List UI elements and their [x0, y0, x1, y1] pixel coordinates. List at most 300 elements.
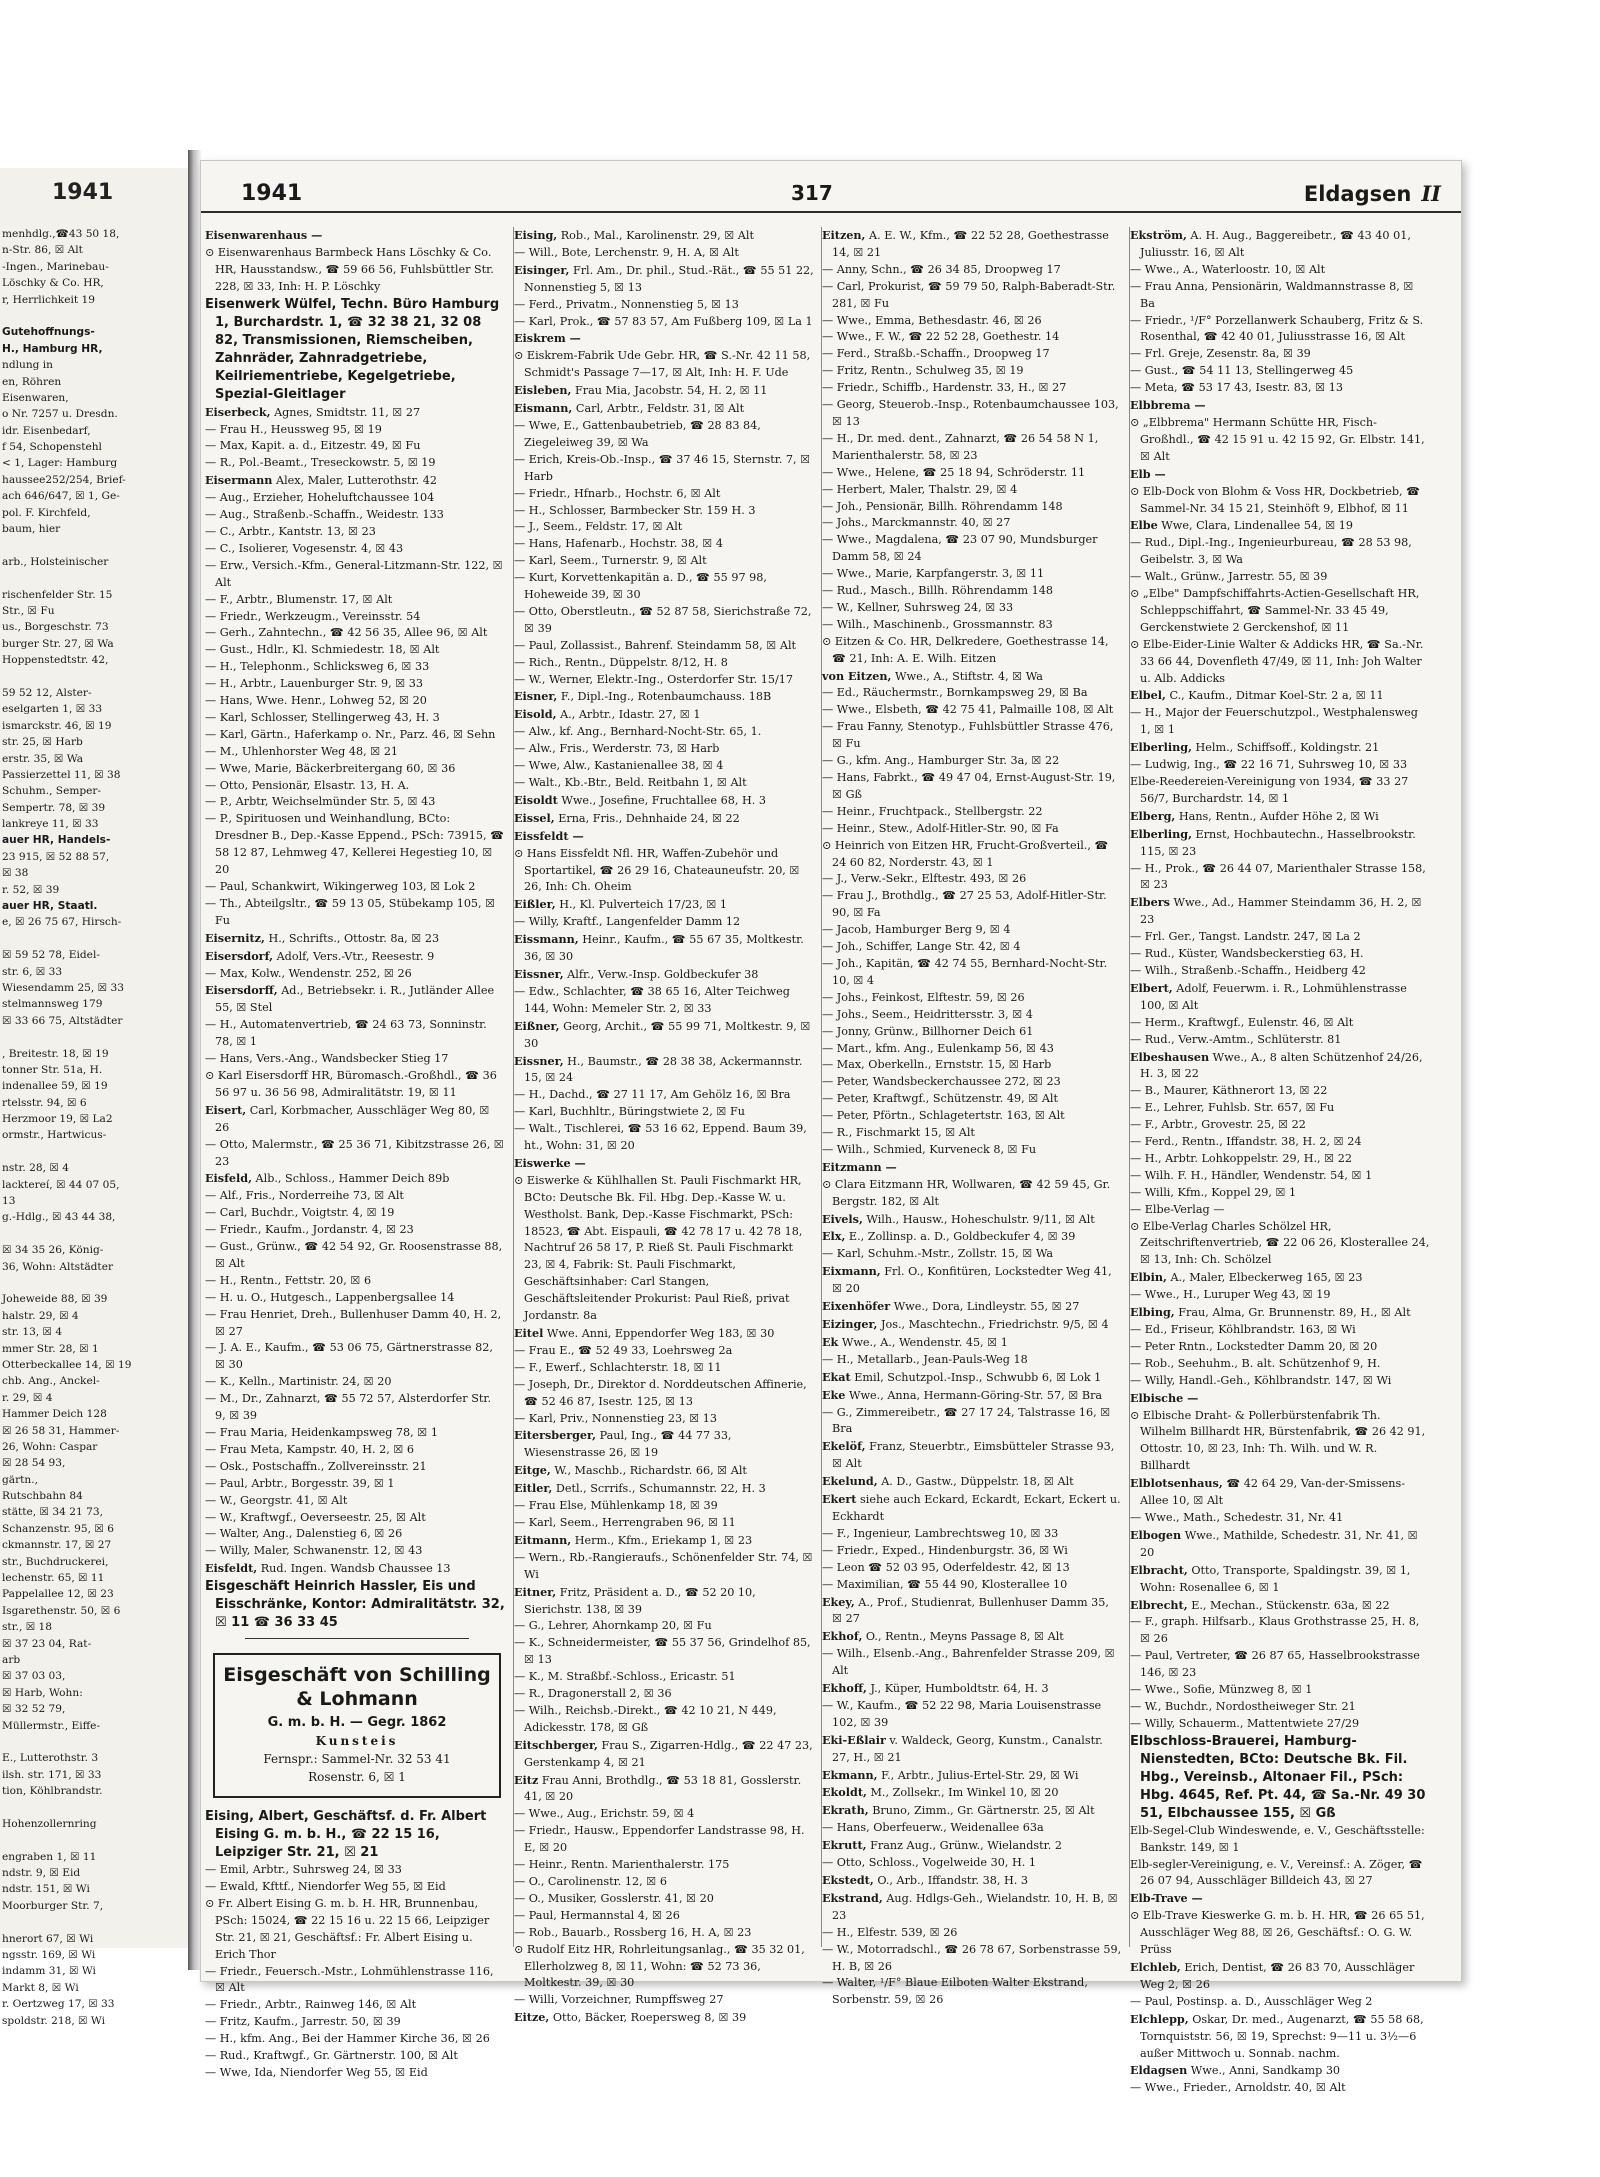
previous-page-line: auer HR, Handels- [2, 834, 111, 847]
directory-entry [205, 642, 509, 659]
previous-page-line: Pappelallee 12, ☒ 23 [2, 1588, 114, 1601]
entry-name: Elbbrema — [1130, 398, 1206, 413]
previous-page-line: ☒ 26 58 31, Hammer- [2, 1424, 120, 1437]
entry-name: Ekat [822, 1369, 851, 1384]
entry-details: — Friedr., Schiffb., Hardenstr. 33, H., ☒ 27 [822, 381, 1067, 395]
previous-page-line: pol. F. Kirchfeld, [2, 506, 91, 519]
directory-entry [514, 828, 818, 846]
entry-name: Eitersberger, [514, 1428, 597, 1443]
directory-entry [822, 1594, 1126, 1629]
directory-entry [514, 1618, 818, 1635]
directory-entry [822, 685, 1126, 702]
entry-details: — Karl, Gärtn., Haferkamp o. Nr., Parz. 46, ☒ Sehn [205, 727, 496, 741]
entry-details: — Wern., Rb.-Rangieraufs., Schönenfelder Str. 74, ☒ Wi [514, 1550, 813, 1581]
entry-details: — Gust., Hdlr., Kl. Schmiedestr. 18, ☒ Alt [205, 643, 440, 657]
directory-entry [822, 515, 1126, 532]
directory-entry [205, 1442, 509, 1459]
entry-details: — Frl. Greje, Zesenstr. 8a, ☒ 39 [1130, 347, 1311, 361]
entry-details: — Karl, Schlosser, Stellingerweg 43, H. 3 [205, 710, 440, 724]
entry-details: — Otto, Pensionär, Elsastr. 13, H. A. [205, 778, 410, 792]
directory-page [200, 160, 1462, 2095]
previous-page-line: Eisenwaren, [2, 391, 69, 404]
directory-entry [205, 227, 509, 245]
entry-name: Eissmann, [514, 932, 579, 947]
directory-entry [822, 990, 1126, 1007]
directory-entry [514, 1325, 818, 1343]
directory-entry [822, 1732, 1126, 1767]
entry-name: Eitschberger, [514, 1737, 598, 1752]
ad-address: Rosenstr. 6, ☒ 1 [308, 1770, 406, 1785]
previous-page-line: indamm 31, ☒ Wi [2, 1965, 96, 1978]
directory-entry [822, 346, 1126, 363]
directory-entry [514, 604, 818, 638]
previous-page-line: ismarckstr. 46, ☒ 19 [2, 719, 112, 732]
directory-entry [822, 888, 1126, 922]
directory-entry [1130, 484, 1434, 518]
entry-details: Wwe., Dora, Lindleystr. 55, ☒ 27 [893, 1300, 1080, 1314]
directory-entry [1130, 774, 1434, 808]
previous-page-line: arb., Holsteinischer [2, 555, 109, 568]
entry-details: — F., Arbtr., Blumenstr. 17, ☒ Alt [205, 592, 393, 606]
entry-details: — Wwe., Marie, Karpfangerstr. 3, ☒ 11 [822, 567, 1045, 581]
entry-details: — Friedr., Exped., Hindenburgstr. 36, ☒ Wi [822, 1543, 1068, 1557]
directory-entry [514, 706, 818, 724]
directory-entry [822, 617, 1126, 634]
directory-entry [514, 1874, 818, 1891]
directory-entry [1130, 1304, 1434, 1322]
previous-page-line: lechenstr. 65, ☒ 11 [2, 1572, 105, 1585]
directory-column-2 [513, 227, 818, 2025]
entry-details: ⊙ Eitzen & Co. HR, Delkredere, Goethestrasse 14, ☎ 21, Inh: A. E. Wilh. Eitzen [822, 634, 1109, 665]
entry-details: — Will., Bote, Lerchenstr. 9, H. A, ☒ Alt [514, 245, 739, 259]
entry-details: — H., Major der Feuerschutzpol., Westphalensweg 1, ☒ 1 [1130, 706, 1418, 737]
entry-details: Frl. Am., Dr. phil., Stud.-Rät., ☎ 55 51 22, Nonnenstieg 5, ☒ 13 [524, 263, 814, 294]
directory-entry [1130, 586, 1434, 637]
entry-details: Otto, Bäcker, Roepersweg 8, ☒ 39 [552, 2011, 747, 2025]
previous-page-line [2, 1832, 186, 1848]
entry-details: Franz Aug., Grünw., Wielandstr. 2 [870, 1839, 1062, 1853]
entry-details: — M., Dr., Zahnarzt, ☎ 55 72 57, Alsterdorfer Str. 9, ☒ 39 [205, 1392, 492, 1423]
previous-page-line: ☒ 37 03 03, [2, 1670, 66, 1683]
entry-details: — H. u. O., Hutgesch., Lappenbergsallee 14 [205, 1290, 455, 1304]
entry-details: — W., Buchdr., Nordostheiweger Str. 21 [1130, 1699, 1356, 1713]
directory-entry [822, 431, 1126, 465]
previous-page-line: rischenfelder Str. 15 [2, 588, 113, 601]
entry-name: Eisgeschäft Heinrich Hassler, [205, 1579, 418, 1595]
previous-page-line: ☒ 38 [2, 867, 29, 880]
previous-page-line [2, 1226, 186, 1242]
entry-details: — H., kfm. Ang., Bei der Hammer Kirche 36, ☒ 26 [205, 2032, 490, 2046]
entry-details: — Rud., Kraftwgf., Gr. Gärtnerstr. 100, ☒ Alt [205, 2049, 458, 2063]
entry-name: Ekelund, [822, 1474, 878, 1489]
entry-details: — F., Ewerf., Schlachterstr. 18, ☒ 11 [514, 1360, 722, 1374]
directory-entry [514, 966, 818, 984]
directory-entry [822, 329, 1126, 346]
directory-entry [1130, 1015, 1434, 1032]
directory-entry [514, 638, 818, 655]
directory-entry [205, 948, 509, 966]
entry-name: Elblotsenhaus, [1130, 1476, 1223, 1491]
directory-entry [1130, 1356, 1434, 1373]
previous-page-line: Sempertr. 78, ☒ 39 [2, 801, 106, 814]
entry-details: — J., Seem., Feldstr. 17, ☒ Alt [514, 520, 683, 534]
entry-details: — Aug., Straßenb.-Schaffn., Weidestr. 133 [205, 508, 444, 522]
entry-details: — Joh., Pensionär, Billh. Röhrendamm 148 [822, 499, 1063, 513]
entry-details: — Carl, Prokurist, ☎ 59 79 50, Ralph-Baberadt-Str. 281, ☒ Fu [822, 279, 1116, 310]
previous-page-line [2, 1914, 186, 1930]
entry-details: — Alw., Fris., Werderstr. 73, ☒ Harb [514, 742, 720, 756]
entry-details: — H., Arbtr. Lohkoppelstr. 29, H., ☒ 22 [1130, 1151, 1352, 1165]
directory-entry [514, 519, 818, 536]
entry-name: Eitner, [514, 1584, 557, 1599]
directory-entry [514, 931, 818, 966]
entry-details: — Peter, Pförtn., Schlagetertstr. 163, ☒ Alt [822, 1109, 1065, 1123]
directory-entry [822, 1872, 1126, 1890]
directory-entry [1130, 1648, 1434, 1682]
directory-entry [1130, 1168, 1434, 1185]
directory-entry [205, 727, 509, 744]
directory-entry [1130, 980, 1434, 1015]
previous-page-line: str. 6, ☒ 33 [2, 965, 63, 978]
directory-entry [1130, 687, 1434, 705]
directory-entry [1130, 1202, 1434, 1219]
entry-details: — F., Arbtr., Grovestr. 25, ☒ 22 [1130, 1118, 1306, 1132]
entry-details: — P., Arbtr, Weichselmünder Str. 5, ☒ 43 [205, 795, 436, 809]
directory-entry [1130, 363, 1434, 380]
previous-page-line: engraben 1, ☒ 11 [2, 1850, 97, 1863]
entry-details: Rob., Mal., Karolinenstr. 29, ☒ Alt [560, 229, 754, 242]
previous-page-line: indenallee 59, ☒ 19 [2, 1080, 108, 1093]
directory-entry [205, 1476, 509, 1493]
entry-details: — Wwe., Magdalena, ☎ 23 07 90, Mundsburger Damm 58, ☒ 24 [822, 533, 1098, 564]
entry-details: — Friedr., Arbtr., Rainweg 146, ☒ Alt [205, 1998, 417, 2012]
previous-page-line: ilsh. str. 171, ☒ 33 [2, 1768, 102, 1781]
directory-entry [822, 397, 1126, 431]
previous-page-line [2, 931, 186, 947]
entry-details: Otto, Transporte, Spaldingstr. 39, ☒ 1, Wohn: Rosenallee 6, ☒ 1 [1140, 1563, 1411, 1594]
entry-name: Elb-Trave — [1130, 1891, 1203, 1906]
entry-details: — Walt., Grünw., Jarrestr. 55, ☒ 39 [1130, 570, 1328, 584]
directory-entry [1130, 637, 1434, 688]
directory-entry [514, 503, 818, 520]
directory-entry [822, 227, 1126, 262]
directory-entry [205, 896, 509, 930]
directory-entry [205, 1425, 509, 1442]
previous-page-line: hnerort 67, ☒ Wi [2, 1932, 94, 1945]
previous-page-line: Müllermstr., Eiffe- [2, 1719, 101, 1732]
directory-entry [822, 1074, 1126, 1091]
previous-page-line: 36, Wohn: Altstädter [2, 1260, 114, 1273]
divider [245, 1638, 469, 1639]
previous-page-line: ☒ 28 54 93, [2, 1457, 66, 1470]
entry-details: Frau Mia, Jacobstr. 54, H. 2, ☒ 11 [574, 384, 768, 398]
directory-entry [1130, 1908, 1434, 1959]
directory-entry [822, 465, 1126, 482]
entry-name: Elberling, [1130, 740, 1192, 755]
directory-entry [822, 499, 1126, 516]
directory-entry [514, 775, 818, 792]
ad-title: Eisgeschäft von Schilling & Lohmann [223, 1664, 491, 1711]
directory-entry [514, 1104, 818, 1121]
directory-entry [205, 744, 509, 761]
directory-entry [514, 1377, 818, 1411]
entry-details: — Ed., Friseur, Köhlbrandstr. 163, ☒ Wi [1130, 1323, 1356, 1336]
previous-page-line: Löschky & Co. HR, [2, 277, 104, 290]
entry-details: — H., Schlosser, Barmbecker Str. 159 H. 3 [514, 503, 756, 517]
directory-entry [205, 404, 509, 422]
directory-entry [514, 1532, 818, 1550]
previous-page-line [2, 1275, 186, 1291]
entry-details: ⊙ Elbe-Eider-Linie Walter & Addicks HR, ☎ Sa.-Nr. 33 66 44, Dovenfleth 47/49, ☒ 11, Inh: Joh Walter u. Alb. Addicks [1130, 637, 1424, 685]
directory-entry [1130, 1733, 1434, 1823]
previous-page-line: 23 915, ☒ 52 88 57, [2, 850, 110, 863]
page-range-title [1304, 181, 1441, 206]
previous-page-line: halstr. 29, ☒ 4 [2, 1309, 79, 1322]
directory-entry [205, 1188, 509, 1205]
entry-details: — Ferd., Straßb.-Schaffn., Droopweg 17 [822, 347, 1050, 361]
directory-entry [1130, 2080, 1434, 2097]
directory-entry [514, 688, 818, 706]
directory-entry [205, 455, 509, 472]
previous-page-line: stätte, ☒ 34 21 73, [2, 1506, 103, 1519]
previous-page-line [2, 537, 186, 553]
entry-details: — Frau Henriet, Dreh., Bullenhuser Damm 40, H. 2, ☒ 27 [205, 1307, 502, 1338]
previous-page-line: baum, hier [2, 523, 61, 536]
entry-details: Frau, Alma, Gr. Brunnenstr. 89, H., ☒ Alt [1178, 1306, 1411, 1320]
previous-page-line: o Nr. 7257 u. Dresdn. [2, 408, 118, 421]
directory-entry [205, 710, 509, 727]
directory-entry [514, 348, 818, 382]
previous-page-year: 1941 [52, 180, 114, 205]
entry-name: Eismann, [514, 401, 573, 416]
entry-details: — C., Isolierer, Vogesenstr. 4, ☒ 43 [205, 541, 404, 555]
directory-entry [822, 1680, 1126, 1698]
directory-entry [822, 821, 1126, 838]
entry-details: Helm., Schiffsoff., Koldingstr. 21 [1195, 741, 1380, 755]
entry-details: — Wilh., Schmied, Kurveneck 8, ☒ Fu [822, 1142, 1037, 1156]
entry-name: Eisernitz, [205, 930, 265, 945]
entry-name: Ekhoff, [822, 1681, 867, 1696]
entry-name: Ekstedt, [822, 1873, 874, 1887]
previous-page-line: Rutschbahn 84 [2, 1490, 83, 1503]
previous-page-line: Herzmoor 19, ☒ La2 [2, 1113, 113, 1126]
entry-name: Elbeshausen [1130, 1049, 1210, 1064]
entry-details: — H., Dachd., ☎ 27 11 17, Am Gehölz 16, ☒ Bra [514, 1088, 791, 1102]
previous-page-line [2, 1144, 186, 1160]
directory-entry [1130, 929, 1434, 946]
directory-entry [1130, 1269, 1434, 1287]
directory-entry [205, 879, 509, 896]
directory-entry [514, 314, 818, 331]
entry-details: Alex, Maler, Lutterothstr. 42 [276, 474, 438, 488]
directory-entry [205, 1222, 509, 1239]
entry-details: — Jacob, Hamburger Berg 9, ☒ 4 [822, 923, 1011, 937]
previous-page-line: lankreye 11, ☒ 33 [2, 818, 99, 831]
entry-details: — Herm., Kraftwgf., Eulenstr. 46, ☒ Alt [1130, 1015, 1354, 1029]
previous-page-line [2, 669, 186, 685]
directory-entry [205, 1170, 509, 1188]
entry-name: Ekrutt, [822, 1838, 867, 1853]
entry-details: — Johs., Feinkost, Elftestr. 59, ☒ 26 [822, 990, 1025, 1004]
entry-details: Herm., Kfm., Eriekamp 1, ☒ 23 [574, 1533, 753, 1547]
entry-name: Elbracht, [1130, 1562, 1188, 1577]
ad-subtitle: G. m. b. H. — Gegr. 1862 [267, 1715, 447, 1731]
entry-details: — W., Kraftwgf., Oeverseestr. 25, ☒ Alt [205, 1510, 426, 1524]
directory-entry [1130, 380, 1434, 397]
directory-entry [1130, 1562, 1434, 1597]
previous-page-line: e, ☒ 26 75 67, Hirsch- [2, 916, 122, 929]
directory-entry [205, 507, 509, 524]
directory-entry [514, 1737, 818, 1772]
directory-entry [1130, 569, 1434, 586]
entry-details: — Friedr., Hfnarb., Hochstr. 6, ☒ Alt [514, 486, 721, 500]
directory-entry [205, 676, 509, 693]
entry-name: Elbschloss-Brauerei, Hamburg-Nienstedten, [1130, 1733, 1357, 1767]
previous-page-line: ☒ 59 52 78, Eidel- [2, 949, 100, 962]
directory-entry [514, 792, 818, 810]
entry-name: Eisermann [205, 473, 273, 488]
previous-page-line: Gutehoffnungs- [2, 326, 95, 339]
entry-details: — Rud., Verw.-Amtm., Schlüterstr. 81 [1130, 1032, 1342, 1046]
entry-name: Eitge, [514, 1463, 551, 1478]
entry-details: — Rud., Masch., Billh. Röhrendamm 148 [822, 584, 1053, 598]
entry-details: — Friedr., Feuersch.-Mstr., Lohmühlenstrasse 116, ☒ Alt [205, 1964, 494, 1995]
entry-details: — Johs., Marckmannstr. 40, ☒ 27 [822, 516, 1011, 530]
entry-details: ⊙ Eiswerke & Kühlhallen St. Pauli Fischmarkt HR, BCto: Deutsche Bk. Fil. Hbg. Dep.-Kasse W. u. Westholst. Bank, Dep.-Kasse Fischmarkt, PSch: 18523, ☎ Abt. Eispauli, ☎ 42 78 17 u. 42 78 18, Nachtruf 26 58 17, P. Rieß St. Pauli Fischmarkt 23, ☒ 4, Fabrik: St. Pauli Fischmarkt, Geschäftsinhaber: Carl Stangen, Geschäftsleitender Prokurist: Paul Rieß, privat Jordanstr. 8a [514, 1173, 803, 1323]
entry-name: Elbrecht, [1130, 1597, 1188, 1612]
previous-page-line: gärtn., [2, 1473, 38, 1486]
directory-entry [1130, 861, 1434, 895]
entry-details: — K., Schneidermeister, ☎ 55 37 56, Grindelhof 85, ☒ 13 [514, 1636, 811, 1667]
entry-details: — Frl. Ger., Tangst. Landstr. 247, ☒ La 2 [1130, 930, 1361, 944]
entry-details: A., Maler, Elbeckerweg 165, ☒ 23 [1170, 1271, 1363, 1285]
directory-entry [514, 245, 818, 262]
entry-name: von Eitzen, [822, 668, 892, 683]
entry-details: — Heinr., Rentn. Marienthalerstr. 175 [514, 1858, 730, 1872]
entry-details: — Wwe., H., Luruper Weg 43, ☒ 19 [1130, 1288, 1331, 1302]
entry-name: Eisleben, [514, 383, 572, 398]
entry-name: Eiskrem — [514, 331, 581, 346]
previous-page-line: < 1, Lager: Hamburg [2, 457, 118, 470]
directory-entry [1130, 415, 1434, 466]
entry-details: — Wilh., Reichsb.-Direkt., ☎ 42 10 21, N 449, Adickesstr. 178, ☒ Gß [514, 1703, 777, 1734]
entry-name: Eising, [514, 228, 558, 242]
entry-name: Eitmann, [514, 1532, 572, 1547]
directory-entry [205, 1543, 509, 1560]
entry-details: — C., Arbtr., Kantstr. 13, ☒ 23 [205, 524, 376, 538]
directory-entry [205, 1459, 509, 1476]
entry-details: M., Zollsekr., Im Winkel 10, ☒ 20 [870, 1786, 1059, 1800]
entry-details: Wwe., Ad., Hammer Steindamm 36, H. 2, ☒ 23 [1140, 896, 1422, 927]
directory-entry [1130, 963, 1434, 980]
directory-entry [514, 984, 818, 1018]
directory-entry [205, 245, 509, 296]
entry-details: J., Küper, Humboldtstr. 64, H. 3 [870, 1682, 1049, 1696]
directory-entry [514, 1823, 818, 1857]
directory-entry [514, 553, 818, 570]
entry-details: — Wwe., Sofie, Münzweg 8, ☒ 1 [1130, 1683, 1313, 1697]
entry-details: ⊙ Eisenwarenhaus Barmbeck Hans Löschky & Co. HR, Hausstandsw., ☎ 59 66 56, Fuhlsbüttler Str. 228, ☒ 33, Inh: H. P. Löschky [205, 245, 494, 293]
entry-details: Frl. O., Konfitüren, Lockstedter Weg 41, ☒ 20 [832, 1265, 1112, 1296]
directory-entry [514, 1669, 818, 1686]
entry-details: — Karl, Buchhltr., Büringstwiete 2, ☒ Fu [514, 1105, 745, 1119]
entry-details: — Karl, Seem., Turnerstr. 9, ☒ Alt [514, 554, 707, 568]
directory-entry [205, 1273, 509, 1290]
directory-entry [822, 1890, 1126, 1925]
entry-details: Carl, Arbtr., Feldstr. 31, ☒ Alt [575, 402, 745, 416]
directory-entry [514, 1925, 818, 1942]
directory-entry [514, 1173, 818, 1325]
directory-entry [205, 1391, 509, 1425]
directory-entry [514, 382, 818, 400]
entry-name: Eisfeldt, [205, 1561, 258, 1576]
previous-page-line: auer HR, Staatl. [2, 900, 98, 913]
directory-entry [1130, 1614, 1434, 1648]
entry-details: Rud. Ingen. Wandsb Chaussee 13 [260, 1562, 451, 1576]
directory-entry [205, 296, 509, 404]
directory-entry [1130, 517, 1434, 535]
entry-details: Georg, Archit., ☎ 55 99 71, Moltkestr. 9, ☒ 30 [524, 1019, 811, 1050]
entry-details: — Wilh. F. H., Händler, Wendenstr. 54, ☒ 1 [1130, 1168, 1373, 1182]
directory-entry [514, 400, 818, 418]
entry-details: — Ludwig, Ing., ☎ 22 16 71, Suhrsweg 10, ☒ 33 [1130, 758, 1408, 772]
directory-entry [205, 1560, 509, 1578]
entry-details: — E., Lehrer, Fuhlsb. Str. 657, ☒ Fu [1130, 1101, 1335, 1115]
previous-page-line: r. 29, ☒ 4 [2, 1391, 53, 1404]
directory-entry [205, 609, 509, 626]
directory-entry [822, 1405, 1126, 1439]
entry-details: — Heinr., Stew., Adolf-Hitler-Str. 90, ☒ Fa [822, 821, 1059, 835]
entry-details: ⊙ „Elbbrema" Hermann Schütte HR, Fisch-Großhdl., ☎ 42 15 91 u. 42 15 92, Gr. Elbstr. 141, ☒ Alt [1130, 415, 1425, 463]
entry-details: — R., Dragonerstall 2, ☒ 36 [514, 1687, 672, 1701]
entry-details: — Frau Fanny, Stenotyp., Fuhlsbüttler Strasse 476, ☒ Fu [822, 720, 1114, 751]
entry-name: Eissner, [514, 966, 564, 981]
entry-details: ⊙ Karl Eisersdorff HR, Büromasch.-Großhdl., ☎ 36 56 97 u. 36 56 98, Admiralitätstr. 19, ☒ 11 [205, 1068, 497, 1099]
entry-details: Elb-segler-Vereinigung, e. V., Vereinsf.: A. Zöger, ☎ 26 07 94, Ausschläger Billdeich 43, ☒ 27 [1130, 1857, 1423, 1888]
entry-details: — H., Arbtr., Lauenburger Str. 9, ☒ 33 [205, 677, 424, 691]
entry-details: — Anny, Schn., ☎ 26 34 85, Droopweg 17 [822, 262, 1061, 276]
directory-entry [205, 1102, 509, 1137]
entry-details: — Gerh., Zahntechn., ☎ 42 56 35, Allee 96, ☒ Alt [205, 626, 488, 640]
directory-entry [822, 1942, 1126, 1976]
entry-details: A. H. Aug., Baggereibetr., ☎ 43 40 01, Juliusstr. 16, ☒ Alt [1140, 229, 1411, 259]
entry-name: Elbische — [1130, 1390, 1199, 1405]
entry-details: — Hans, Wwe. Henr., Lohweg 52, ☒ 20 [205, 694, 427, 708]
directory-entry [205, 1290, 509, 1307]
entry-details: — Wwe., Helene, ☎ 25 18 94, Schröderstr. 11 [822, 465, 1086, 479]
directory-entry [822, 1473, 1126, 1491]
entry-name: Eisinger, [514, 262, 570, 277]
entry-details: — Osk., Postschaffn., Zollvereinsstr. 21 [205, 1459, 427, 1473]
previous-page-line: -Ingen., Marinebau- [2, 260, 109, 273]
entry-details: — Karl, Schuhm.-Mstr., Zollstr. 15, ☒ Wa [822, 1247, 1054, 1261]
entry-name: Elb — [1130, 466, 1166, 481]
directory-entry [205, 1896, 509, 1964]
entry-details: — Friedr., Werkzeugm., Vereinsstr. 54 [205, 609, 421, 623]
entry-name: Eisersdorf, [205, 948, 274, 963]
directory-entry [514, 227, 818, 245]
directory-entry [514, 1584, 818, 1619]
directory-entry [1130, 1823, 1434, 1857]
entry-name: Ekström, [1130, 228, 1187, 242]
entry-name: Ek [822, 1334, 839, 1349]
entry-name: Eißner, [514, 1018, 560, 1033]
directory-entry [822, 1387, 1126, 1405]
entry-details: — Walter, Ang., Dalenstieg 6, ☒ 26 [205, 1527, 403, 1541]
directory-entry [514, 914, 818, 931]
entry-name: Elbing, [1130, 1305, 1175, 1320]
directory-entry [1130, 1408, 1434, 1476]
